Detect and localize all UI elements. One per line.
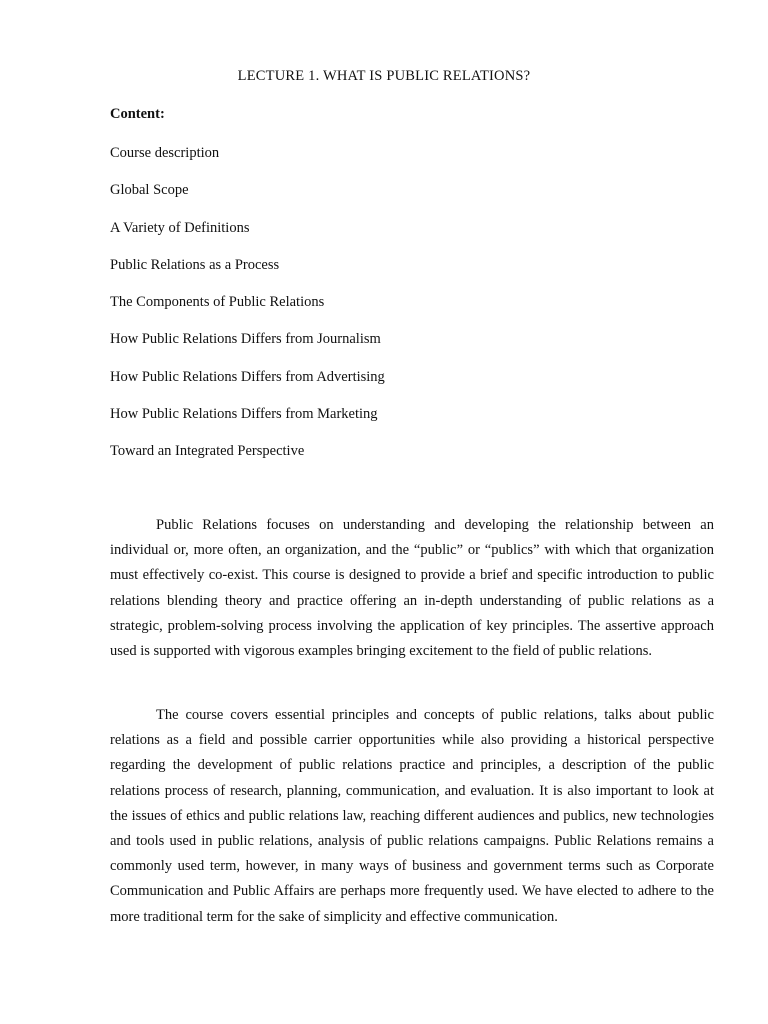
contents-item-differs-from-journalism: How Public Relations Differs from Journalism [110, 331, 381, 348]
content-heading: Content: [110, 106, 165, 122]
contents-item-variety-of-definitions: A Variety of Definitions [110, 219, 250, 236]
contents-item-differs-from-advertising: How Public Relations Differs from Advertising [110, 368, 385, 385]
body-paragraph-2 [110, 703, 714, 930]
body-paragraph-1 [110, 513, 714, 664]
contents-item-components-of-pr: The Components of Public Relations [110, 294, 325, 311]
contents-item-integrated-perspective: Toward an Integrated Perspective [110, 443, 305, 460]
contents-item-course-description: Course description [110, 145, 220, 161]
contents-list [110, 144, 385, 480]
contents-item-pr-as-process: Public Relations as a Process [110, 256, 280, 273]
paragraph-text: The course covers essential principles and concepts of public relations, talks about public relations as a field and possible carrier opportunities while also providing a historical perspective regarding the development of public relations practice and principles, a description of the public relations process of research, planning, communication, and evaluation. It is also important to look at the issues of ethics and public relations law, reaching different audiences and publics, new technologies and tools used in public relations, analysis of public relations campaigns. Public Relations remains a commonly used term, however, in many ways of business and government terms such as Corporate Communication and Public Affairs are perhaps more frequently used. We have elected to adhere to the more traditional term for the sake of simplicity and effective communication. [110, 707, 714, 925]
paragraph-text: Public Relations focuses on understanding and developing the relationship between an individual or, more often, an organization, and the “public” or “publics” with which that organization must effectively co-exist. This course is designed to provide a brief and specific introduction to public relations blending theory and practice offering an in-depth understanding of public relations as a strategic, problem-solving process involving the application of key principles. The assertive approach used is supported with vigorous examples bringing excitement to the field of public relations. [110, 517, 714, 660]
contents-item-differs-from-marketing: How Public Relations Differs from Marketing [110, 406, 378, 423]
page-title: LECTURE 1. WHAT IS PUBLIC RELATIONS? [237, 68, 531, 84]
contents-item-global-scope: Global Scope [110, 182, 189, 199]
